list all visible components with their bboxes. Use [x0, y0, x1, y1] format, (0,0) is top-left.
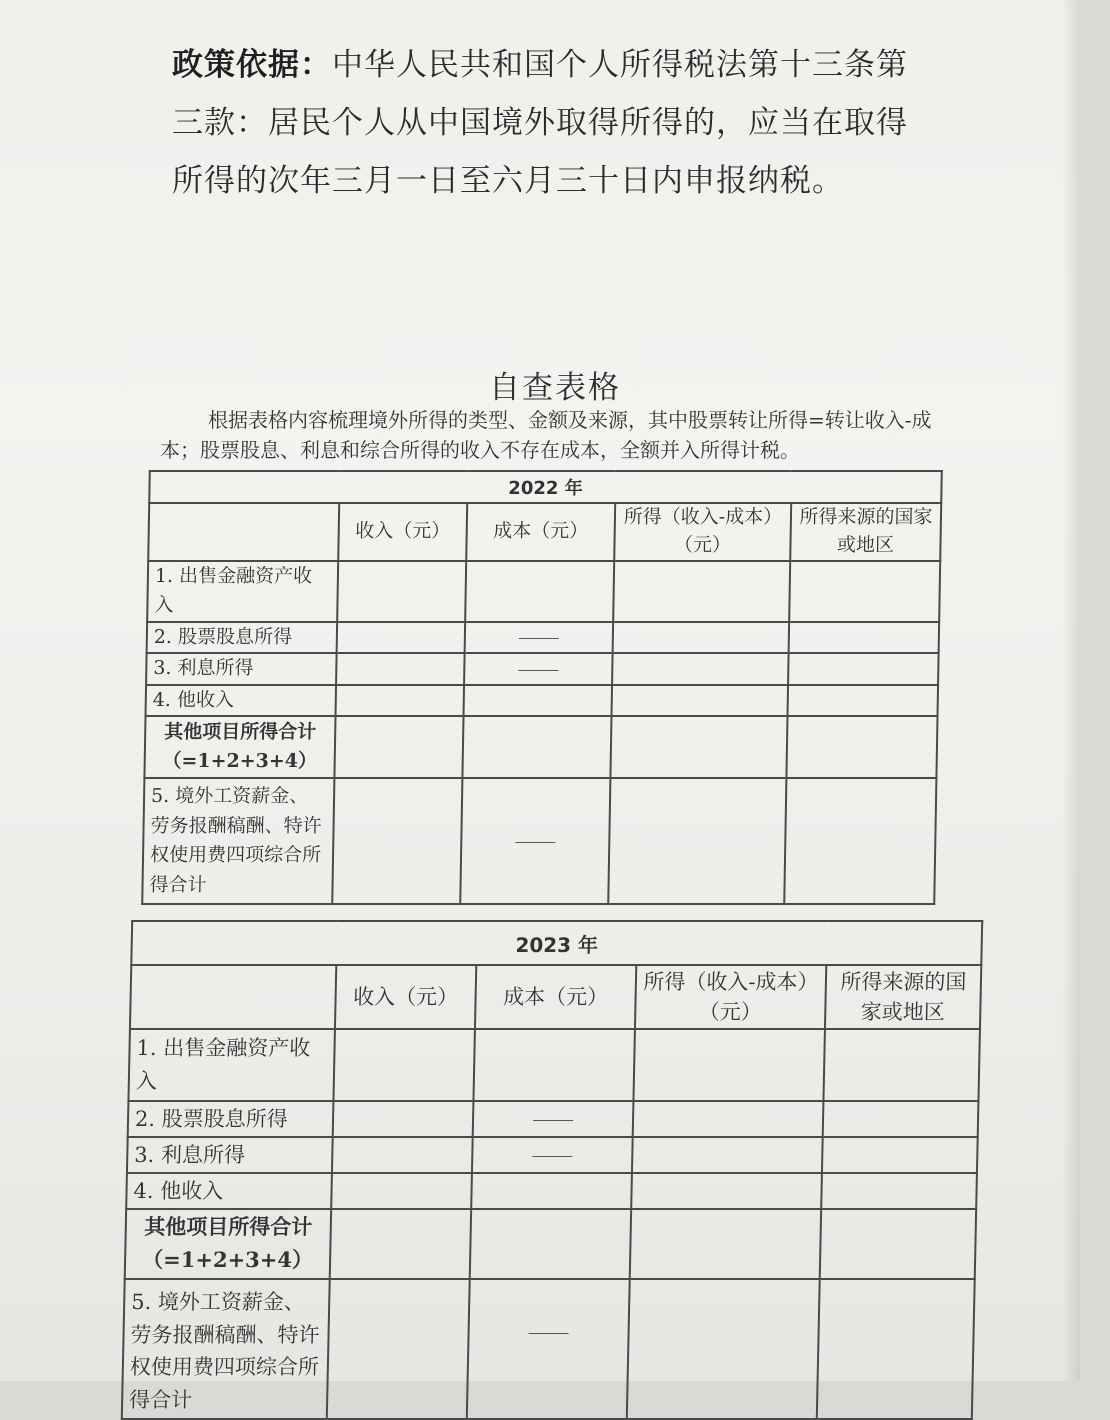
input-cell[interactable]: [613, 561, 790, 622]
input-cell[interactable]: [820, 1209, 977, 1279]
row-label: 4. 他收入: [146, 685, 337, 716]
row-label: 3. 利息所得: [146, 653, 337, 684]
input-cell[interactable]: [632, 1137, 823, 1173]
table-row: [147, 561, 940, 622]
input-cell[interactable]: [465, 561, 614, 622]
header-income: 收入（元）: [335, 965, 476, 1029]
header-gain: 所得（收入-成本）（元）: [614, 503, 791, 561]
not-applicable-cell: [473, 1101, 634, 1137]
input-cell[interactable]: [822, 1137, 978, 1173]
input-cell[interactable]: [784, 778, 936, 904]
table-row: [122, 1279, 975, 1419]
table-row: [126, 1173, 977, 1209]
input-cell[interactable]: [464, 685, 613, 716]
input-cell[interactable]: [333, 1029, 475, 1101]
input-cell[interactable]: [821, 1173, 977, 1209]
input-cell[interactable]: [633, 1101, 824, 1137]
table-row: [147, 622, 940, 653]
dash-mark: [515, 842, 555, 843]
input-cell[interactable]: [786, 716, 937, 778]
table-year: 2023 年: [131, 921, 982, 965]
row-label: 5. 境外工资薪金、劳务报酬稿酬、特许权使用费四项综合所得合计: [122, 1279, 330, 1419]
not-applicable-cell: [467, 1279, 630, 1419]
row-label-subtotal: 其他项目所得合计（=1+2+3+4）: [144, 716, 335, 778]
header-source-country: 所得来源的国家或地区: [790, 503, 941, 561]
table-header-row: [130, 965, 981, 1029]
policy-paragraph: [172, 36, 932, 210]
row-label: 1. 出售金融资产收入: [128, 1029, 335, 1101]
input-cell[interactable]: [633, 1029, 825, 1101]
row-label-subtotal: 其他项目所得合计（=1+2+3+4）: [125, 1209, 331, 1279]
dash-mark: [519, 638, 559, 639]
input-cell[interactable]: [608, 778, 786, 904]
row-label: 2. 股票股息所得: [128, 1101, 334, 1137]
page-title: 自查表格: [489, 370, 621, 406]
not-applicable-cell: [464, 653, 613, 684]
input-cell[interactable]: [823, 1029, 980, 1101]
dash-mark: [529, 1333, 569, 1334]
input-cell[interactable]: [823, 1101, 979, 1137]
input-cell[interactable]: [331, 1173, 472, 1209]
policy-label: 政策依据：: [172, 47, 332, 83]
input-cell[interactable]: [337, 622, 466, 653]
table-row: [127, 1137, 978, 1173]
input-cell[interactable]: [627, 1279, 820, 1419]
row-label: 1. 出售金融资产收入: [147, 561, 338, 622]
table-row-subtotal: [125, 1209, 977, 1279]
input-cell[interactable]: [336, 685, 465, 716]
input-cell[interactable]: [337, 561, 466, 622]
input-cell[interactable]: [462, 716, 611, 778]
table-row: [142, 778, 936, 904]
self-check-table-2023: [121, 920, 984, 1420]
input-cell[interactable]: [612, 653, 789, 684]
input-cell[interactable]: [789, 622, 940, 653]
input-cell[interactable]: [631, 1173, 822, 1209]
header-cost: 成本（元）: [475, 965, 636, 1029]
input-cell[interactable]: [473, 1029, 635, 1101]
input-cell[interactable]: [613, 622, 790, 653]
header-gain: 所得（收入-成本）（元）: [635, 965, 826, 1029]
self-check-table-2022: [141, 470, 943, 905]
not-applicable-cell: [460, 778, 610, 904]
page-edge-shadow: [1062, 0, 1080, 1381]
row-label: 5. 境外工资薪金、劳务报酬稿酬、特许权使用费四项综合所得合计: [142, 778, 334, 904]
policy-text: 中华人民共和国个人所得税法第十三条第三款：居民个人从中国境外取得所得的，应当在取得所得的次年三月一日至六月三十日内申报纳税。: [172, 47, 908, 199]
input-cell[interactable]: [336, 653, 465, 684]
table-row: [146, 653, 939, 684]
input-cell[interactable]: [471, 1173, 632, 1209]
input-cell[interactable]: [333, 1101, 474, 1137]
header-blank: [130, 965, 336, 1029]
not-applicable-cell: [472, 1137, 633, 1173]
row-label: 3. 利息所得: [127, 1137, 333, 1173]
header-cost: 成本（元）: [466, 503, 615, 561]
header-source-country: 所得来源的国家或地区: [825, 965, 981, 1029]
input-cell[interactable]: [334, 716, 463, 778]
dash-mark: [533, 1120, 573, 1121]
header-blank: [148, 503, 339, 561]
input-cell[interactable]: [332, 1137, 473, 1173]
table-row: [128, 1029, 980, 1101]
input-cell[interactable]: [470, 1209, 631, 1279]
input-cell[interactable]: [612, 685, 789, 716]
table-row: [128, 1101, 979, 1137]
dash-mark: [518, 670, 558, 671]
table-header-row: [148, 503, 941, 561]
table-year: 2022 年: [149, 471, 942, 503]
table-row: [146, 685, 939, 716]
input-cell[interactable]: [788, 685, 939, 716]
input-cell[interactable]: [330, 1209, 471, 1279]
input-cell[interactable]: [610, 716, 787, 778]
header-income: 收入（元）: [338, 503, 467, 561]
input-cell[interactable]: [327, 1279, 470, 1419]
row-label: 2. 股票股息所得: [147, 622, 338, 653]
input-cell[interactable]: [332, 778, 462, 904]
not-applicable-cell: [465, 622, 614, 653]
row-label: 4. 他收入: [126, 1173, 332, 1209]
description-paragraph: 根据表格内容梳理境外所得的类型、金额及来源，其中股票转让所得=转让收入-成本；股票股息、利息和综合所得的收入不存在成本，全额并入所得计税。: [160, 408, 932, 462]
input-cell[interactable]: [788, 653, 939, 684]
dash-mark: [532, 1156, 572, 1157]
input-cell[interactable]: [789, 561, 940, 622]
input-cell[interactable]: [630, 1209, 821, 1279]
table-row-subtotal: [144, 716, 937, 778]
input-cell[interactable]: [817, 1279, 975, 1419]
